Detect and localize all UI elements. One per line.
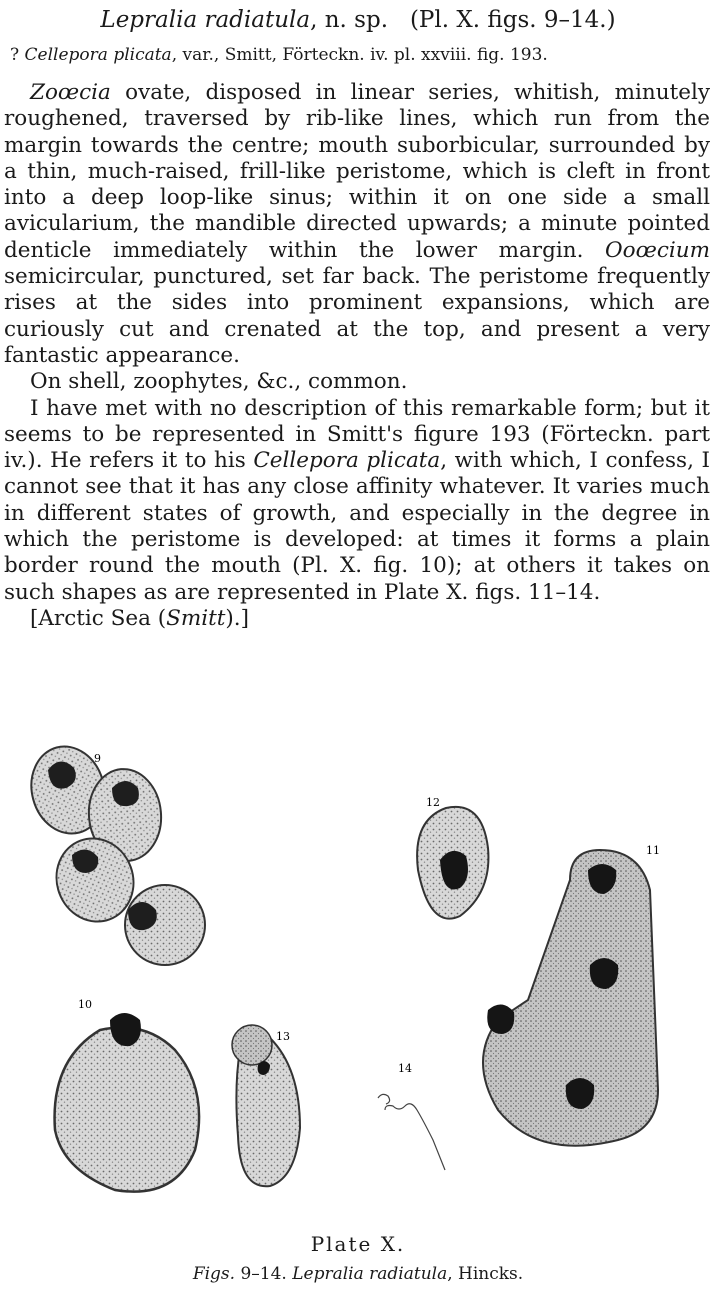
figure-9-label: 9 xyxy=(94,752,101,765)
figure-13-label: 13 xyxy=(276,1030,290,1043)
figure-10-label: 10 xyxy=(78,998,92,1011)
synonym-query: ? xyxy=(10,45,20,65)
remarks-text-2: , with which, I confess, I cannot see that it has any close affinity whatever. It varies much in different states of growth, and especially in the degree in which the peristome is developed: at times it forms a plain border round the mouth (Pl. X. fig. 10); at others it takes on such shapes as are represented in Plate X. figs. 11–14. xyxy=(4,448,710,605)
distribution-open: [Arctic Sea ( xyxy=(30,605,167,631)
synonymy-line xyxy=(10,44,710,66)
figure-12-label: 12 xyxy=(426,796,440,809)
plate-caption xyxy=(0,1264,716,1284)
new-species-mark: , n. sp. xyxy=(310,7,389,33)
figure-9-drawing xyxy=(22,738,205,965)
distribution-close: ).] xyxy=(225,605,250,631)
remarks-paragraph xyxy=(4,396,710,606)
caption-figs-label: Figs. xyxy=(192,1264,236,1284)
synonym-name: Cellepora plicata xyxy=(24,45,172,65)
distribution-authority: Smitt xyxy=(166,605,226,631)
body-text xyxy=(4,80,710,632)
figure-12-drawing xyxy=(417,807,488,919)
habitat-paragraph: On shell, zoophytes, &c., common. xyxy=(30,369,408,395)
description-term-zooecia: Zoœcia xyxy=(30,80,111,105)
distribution-paragraph xyxy=(4,606,710,632)
species-name: Lepralia radiatula xyxy=(100,7,311,33)
figure-10-drawing xyxy=(55,1013,200,1192)
figure-14-drawing xyxy=(378,1094,445,1170)
figure-11-drawing xyxy=(483,850,658,1146)
species-heading xyxy=(0,6,716,34)
plate-title: Plate X. xyxy=(310,1232,406,1256)
figure-11-label: 11 xyxy=(646,844,660,857)
description-text-2: semicircular, punctured, set far back. The peristome frequently rises at the sides into prominent expansions, which are curiously cut and crenated at the top, and present a very fantastic appearance. xyxy=(4,264,710,368)
plate-reference: (Pl. X. figs. 9–14.) xyxy=(409,7,616,33)
figure-13-drawing xyxy=(232,1025,300,1186)
description-text-1: ovate, disposed in linear series, whitish, minutely roughened, traversed by rib-like lines, which run from the margin towards the centre; mouth suborbicular, surrounded by a thin, much-raised, frill-like peristome, which is cleft in front into a deep loop-like sinus; within it on one side a small avicularium, the mandible directed upwards; a minute pointed denticle immediately within the lower margin. xyxy=(4,80,710,263)
figure-14-label: 14 xyxy=(398,1062,412,1075)
caption-species-name: Lepralia radiatula xyxy=(292,1264,448,1284)
description-paragraph xyxy=(4,80,710,369)
caption-author: , Hincks. xyxy=(447,1264,524,1284)
description-term-ooecium: Ooœcium xyxy=(605,237,710,263)
remarks-species-name: Cellepora plicata xyxy=(253,448,441,474)
synonym-reference: , var., Smitt, Förteckn. iv. pl. xxviii. fig. 193. xyxy=(171,45,548,65)
caption-figure-range: 9–14. xyxy=(235,1264,293,1284)
plate-drawings xyxy=(0,720,716,1230)
remarks-text-1: I have met with no description of this remarkable form; but it seems to be represented in Smitt's figure 193 (Förteckn. part iv.). He refers it to his xyxy=(4,395,710,474)
plate-illustrations xyxy=(0,720,716,1230)
